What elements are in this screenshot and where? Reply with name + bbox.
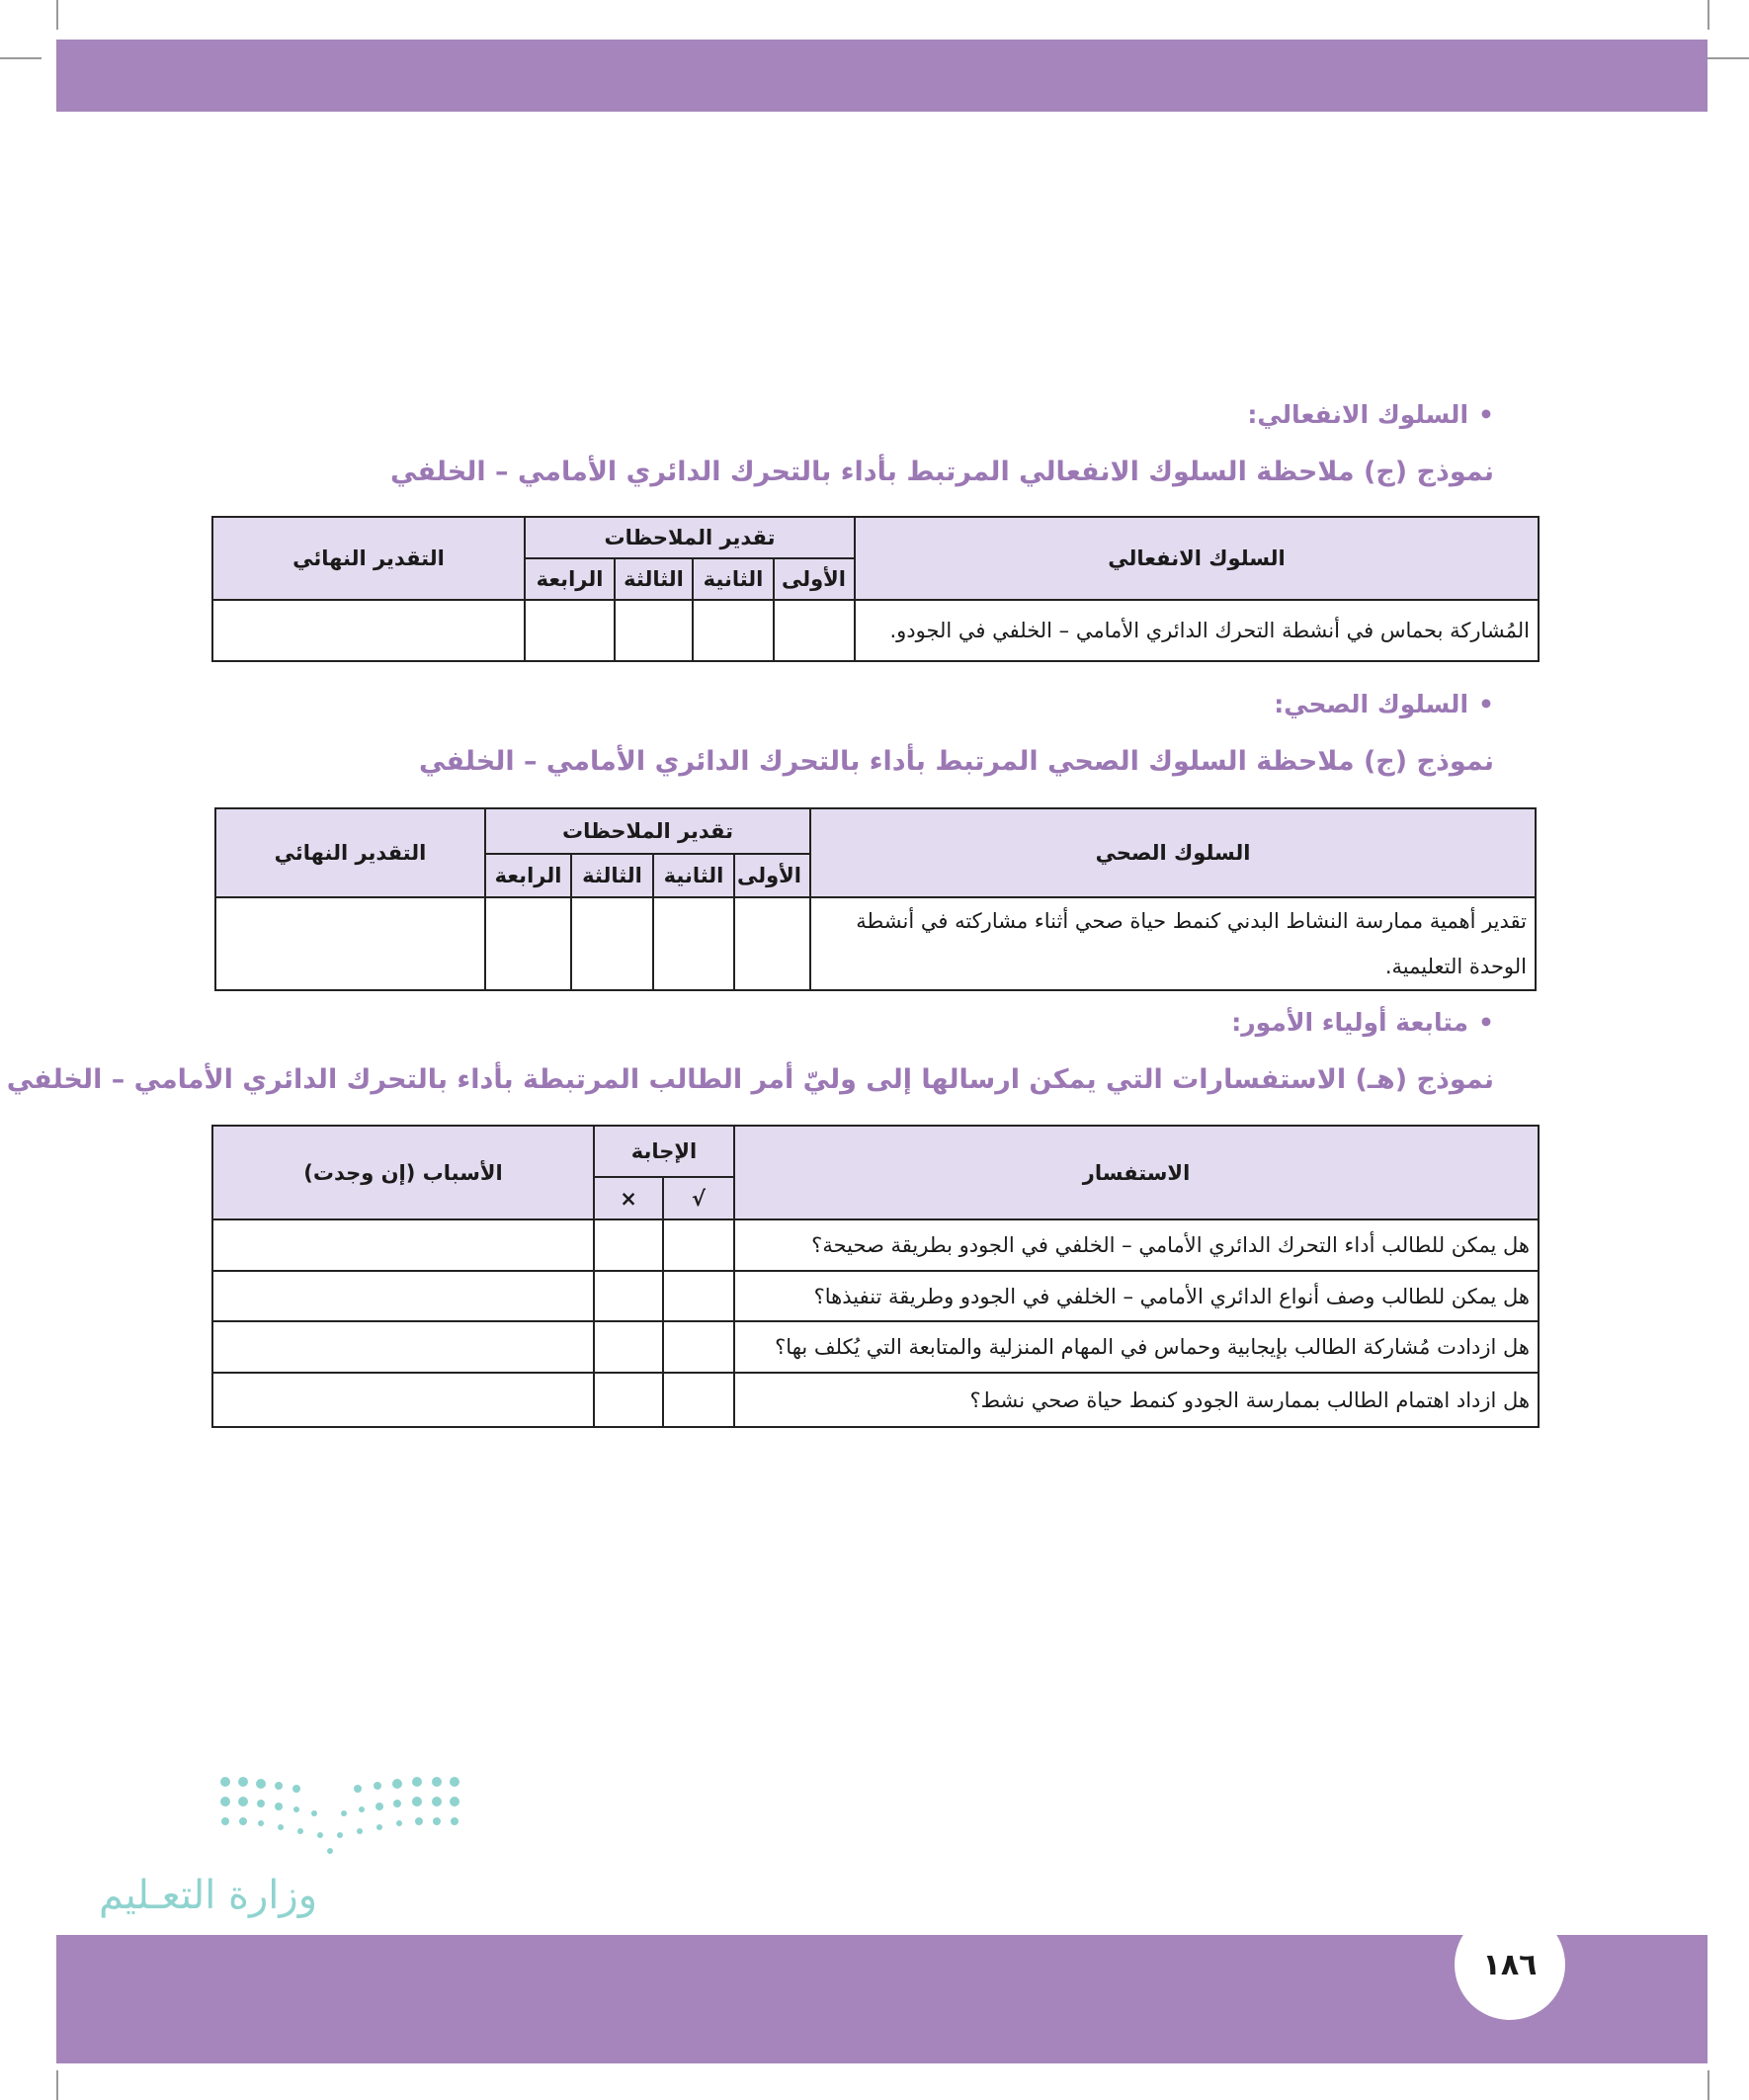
logo-dot <box>451 1817 458 1825</box>
emotional-behavior-table <box>211 516 1540 662</box>
logo-dot <box>311 1810 317 1816</box>
query-cell: هل ازدادت مُشاركة الطالب بإيجابية وحماس في المهام المنزلية والمتابعة التي يُكلف بها؟ <box>734 1321 1539 1373</box>
behavior-cell: المُشاركة بحماس في أنشطة التحرك الدائري الأمامي – الخلفي في الجودو. <box>855 600 1539 661</box>
yes-cell[interactable] <box>663 1219 734 1271</box>
logo-dot <box>220 1797 230 1806</box>
table-row <box>212 600 1539 661</box>
logo-dot <box>412 1777 422 1787</box>
logo-dot <box>396 1820 402 1826</box>
header-fourth: الرابعة <box>485 854 571 897</box>
grade-cell[interactable] <box>485 897 571 990</box>
logo-dot <box>354 1785 362 1793</box>
logo-dot <box>317 1832 323 1838</box>
crop-mark <box>1707 2070 1709 2100</box>
header-fourth: الرابعة <box>525 558 615 600</box>
logo-dot <box>293 1806 299 1812</box>
header-answer: الإجابة <box>594 1126 734 1177</box>
table-row <box>212 1373 1539 1427</box>
logo-dot <box>450 1777 459 1787</box>
logo-dot <box>412 1797 422 1806</box>
logo-dot <box>221 1817 229 1825</box>
logo-dot <box>238 1797 248 1806</box>
logo-dot <box>292 1785 300 1793</box>
header-behavior: السلوك الانفعالي <box>855 517 1539 600</box>
logo-dot <box>376 1824 382 1830</box>
header-first: الأولى <box>774 558 855 600</box>
logo-dot <box>359 1806 365 1812</box>
ministry-logo-text: وزارة التعـليم <box>99 1873 318 1918</box>
logo-dot <box>239 1817 247 1825</box>
logo-dot <box>374 1782 381 1790</box>
no-cell[interactable] <box>594 1271 663 1321</box>
no-cell[interactable] <box>594 1219 663 1271</box>
header-third: الثالثة <box>615 558 693 600</box>
grade-cell[interactable] <box>653 897 734 990</box>
logo-dot <box>341 1810 347 1816</box>
logo-dot <box>238 1777 248 1787</box>
grade-cell[interactable] <box>774 600 855 661</box>
logo-dot <box>257 1800 265 1807</box>
logo-dot <box>258 1820 264 1826</box>
logo-dot <box>432 1777 442 1787</box>
logo-dot <box>220 1777 230 1787</box>
grade-cell[interactable] <box>734 897 810 990</box>
section-heading-health: •السلوك الصحي: <box>1274 690 1494 718</box>
query-cell: هل يمكن للطالب أداء التحرك الدائري الأمامي – الخلفي في الجودو بطريقة صحيحة؟ <box>734 1219 1539 1271</box>
header-reasons: الأسباب (إن وجدت) <box>212 1126 594 1219</box>
section-heading-emotional: •السلوك الانفعالي: <box>1247 400 1494 429</box>
logo-dot <box>415 1817 423 1825</box>
table-row <box>212 1321 1539 1373</box>
health-behavior-table <box>214 807 1537 991</box>
reasons-cell[interactable] <box>212 1321 594 1373</box>
crop-mark <box>0 57 42 59</box>
final-grade-cell[interactable] <box>215 897 485 990</box>
query-cell: هل ازداد اهتمام الطالب بممارسة الجودو كنمط حياة صحي نشط؟ <box>734 1373 1539 1427</box>
logo-dot <box>256 1779 266 1789</box>
crop-mark <box>56 0 58 30</box>
form-title-parents: نموذج (هـ) الاستفسارات التي يمكن ارسالها إلى وليّ أمر الطالب المرتبطة بأداء بالتحرك الدائري الأمامي – الخلفي <box>6 1064 1494 1095</box>
reasons-cell[interactable] <box>212 1219 594 1271</box>
logo-dot <box>275 1803 283 1810</box>
no-cell[interactable] <box>594 1373 663 1427</box>
table-row <box>212 1271 1539 1321</box>
crop-mark <box>1707 57 1749 59</box>
header-final-grade: التقدير النهائي <box>215 808 485 897</box>
header-final-grade: التقدير النهائي <box>212 517 525 600</box>
header-query: الاستفسار <box>734 1126 1539 1219</box>
form-title-emotional: نموذج (ج) ملاحظة السلوك الانفعالي المرتبط بأداء بالتحرك الدائري الأمامي – الخلفي <box>390 457 1494 487</box>
logo-dot <box>297 1828 303 1834</box>
header-first: الأولى <box>734 854 810 897</box>
yes-cell[interactable] <box>663 1373 734 1427</box>
logo-dot <box>357 1828 363 1834</box>
page-number: ١٨٦ <box>1455 1909 1565 2020</box>
crop-mark <box>1707 0 1709 30</box>
parent-query-table <box>211 1125 1540 1428</box>
header-second: الثانية <box>653 854 734 897</box>
header-observations: تقدير الملاحظات <box>525 517 855 558</box>
reasons-cell[interactable] <box>212 1373 594 1427</box>
table-row <box>212 1219 1539 1271</box>
no-cell[interactable] <box>594 1321 663 1373</box>
logo-dot <box>393 1800 401 1807</box>
query-cell: هل يمكن للطالب وصف أنواع الدائري الأمامي – الخلفي في الجودو وطريقة تنفيذها؟ <box>734 1271 1539 1321</box>
logo-dot <box>278 1824 284 1830</box>
logo-dot <box>375 1803 383 1810</box>
logo-dot <box>432 1797 442 1806</box>
yes-cell[interactable] <box>663 1271 734 1321</box>
yes-cell[interactable] <box>663 1321 734 1373</box>
header-band <box>56 40 1707 112</box>
final-grade-cell[interactable] <box>212 600 525 661</box>
behavior-cell: تقدير أهمية ممارسة النشاط البدني كنمط حياة صحي أثناء مشاركته في أنشطة الوحدة التعليمية. <box>810 897 1536 990</box>
logo-dot <box>327 1848 333 1854</box>
header-third: الثالثة <box>571 854 653 897</box>
header-second: الثانية <box>693 558 774 600</box>
header-yes: √ <box>663 1177 734 1219</box>
grade-cell[interactable] <box>525 600 615 661</box>
header-no: × <box>594 1177 663 1219</box>
table-row <box>215 897 1536 990</box>
logo-dot <box>275 1782 283 1790</box>
logo-dot <box>337 1832 343 1838</box>
grade-cell[interactable] <box>571 897 653 990</box>
logo-dot <box>450 1797 459 1806</box>
grade-cell[interactable] <box>615 600 693 661</box>
logo-dot <box>433 1817 441 1825</box>
section-heading-parents: •متابعة أولياء الأمور: <box>1231 1008 1494 1037</box>
form-title-health: نموذج (ج) ملاحظة السلوك الصحي المرتبط بأداء بالتحرك الدائري الأمامي – الخلفي <box>419 746 1494 777</box>
logo-dot <box>392 1779 402 1789</box>
header-observations: تقدير الملاحظات <box>485 808 810 854</box>
reasons-cell[interactable] <box>212 1271 594 1321</box>
crop-mark <box>56 2070 58 2100</box>
header-behavior: السلوك الصحي <box>810 808 1536 897</box>
grade-cell[interactable] <box>693 600 774 661</box>
